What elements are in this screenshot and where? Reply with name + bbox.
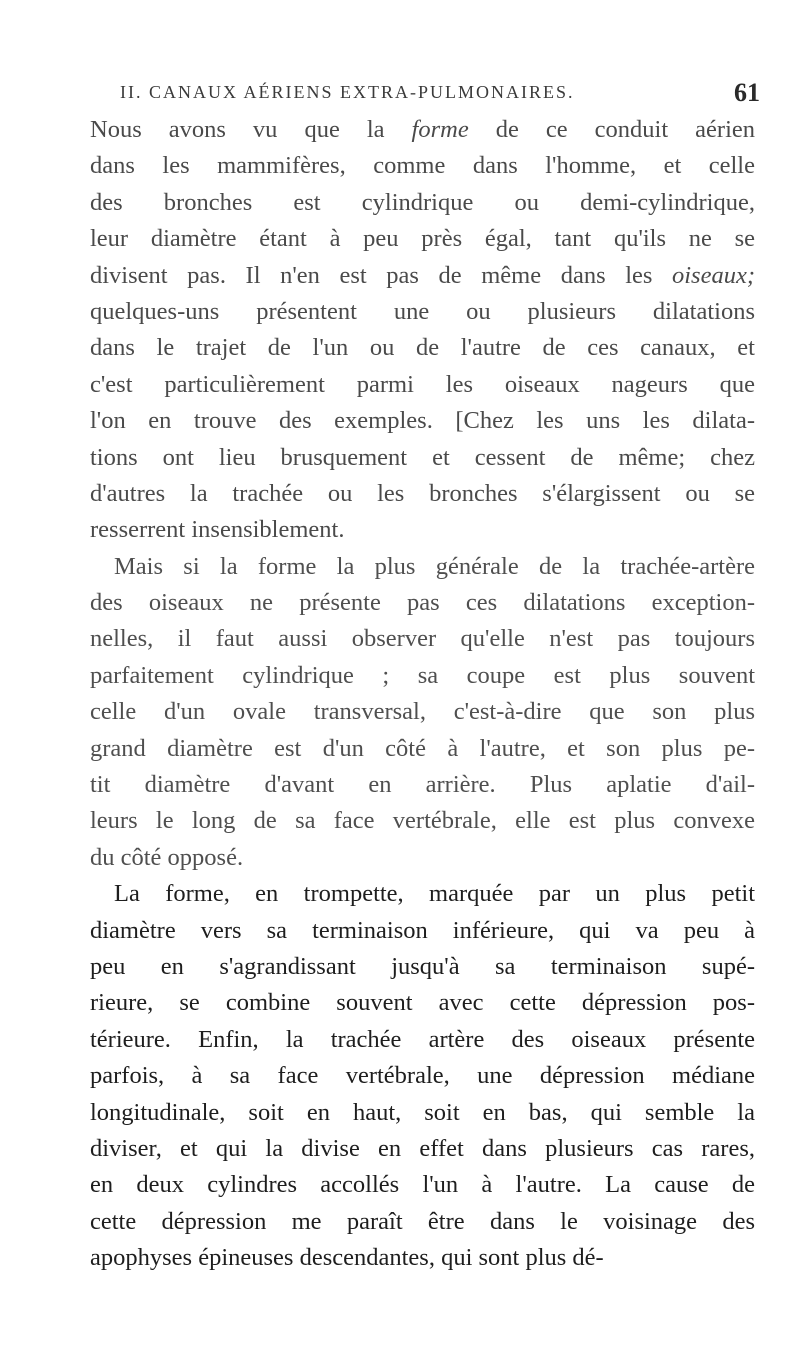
text-line: Mais si la forme la plus générale de la trachée-artère: [114, 552, 755, 580]
running-head: [120, 78, 760, 108]
text-line: diviser, et qui la divise en effet dans plusieurs cas rares,: [90, 1134, 755, 1162]
text-line: tions ont lieu brusquement et cessent de même; chez: [90, 443, 755, 471]
text-line: en deux cylindres accollés l'un à l'autre. La cause de: [90, 1171, 755, 1199]
text-line: d'autres la trachée ou les bronches s'élargissent ou se: [90, 479, 755, 507]
text-line: quelques-uns présentent une ou plusieurs dilatations: [90, 297, 755, 325]
text-line: dans les mammifères, comme dans l'homme, et celle: [90, 152, 755, 180]
text-line: térieure. Enfin, la trachée artère des oiseaux présente: [90, 1025, 755, 1053]
text-line: des bronches est cylindrique ou demi-cylindrique,: [90, 188, 755, 216]
text-line: l'on en trouve des exemples. [Chez les uns les dilata-: [90, 407, 755, 435]
text-line: grand diamètre est d'un côté à l'autre, et son plus pe-: [90, 734, 755, 762]
text-line: dans le trajet de l'un ou de l'autre de ces canaux, et: [90, 334, 755, 362]
text-line: Nous avons vu que la forme de ce conduit aérien: [90, 116, 755, 143]
text-line: parfois, à sa face vertébrale, une dépression médiane: [90, 1062, 755, 1090]
text-line: leurs le long de sa face vertébrale, elle est plus convexe: [90, 807, 755, 835]
body-text: [90, 112, 755, 1277]
paragraph: [90, 549, 755, 877]
text-line: rieure, se combine souvent avec cette dépression pos-: [90, 989, 755, 1017]
text-line: diamètre vers sa terminaison inférieure, qui va peu à: [90, 916, 755, 944]
text-line: resserrent insensiblement.: [90, 516, 345, 544]
text-line: longitudinale, soit en haut, soit en bas, qui semble la: [90, 1098, 755, 1126]
text-line: divisent pas. Il n'en est pas de même dans les oiseaux;: [90, 261, 755, 289]
page-number: 61: [734, 78, 760, 107]
text-line: cette dépression me paraît être dans le voisinage des: [90, 1207, 755, 1235]
text-line: peu en s'agrandissant jusqu'à sa terminaison supé-: [90, 952, 755, 980]
paragraph: [90, 112, 755, 549]
paragraph: [90, 876, 755, 1276]
text-line: des oiseaux ne présente pas ces dilatations exception-: [90, 589, 755, 617]
text-line: nelles, il faut aussi observer qu'elle n'est pas toujours: [90, 625, 755, 653]
text-line: La forme, en trompette, marquée par un plus petit: [114, 880, 755, 908]
text-line: apophyses épineuses descendantes, qui sont plus dé-: [90, 1244, 604, 1272]
text-line: tit diamètre d'avant en arrière. Plus aplatie d'ail-: [90, 771, 755, 799]
text-line: leur diamètre étant à peu près égal, tant qu'ils ne se: [90, 225, 755, 253]
text-line: celle d'un ovale transversal, c'est-à-dire que son plus: [90, 698, 755, 726]
running-title: II. CANAUX AÉRIENS EXTRA-PULMONAIRES.: [120, 82, 575, 102]
text-line: c'est particulièrement parmi les oiseaux nageurs que: [90, 370, 755, 398]
text-line: parfaitement cylindrique ; sa coupe est plus souvent: [90, 661, 755, 689]
text-line: du côté opposé.: [90, 843, 244, 871]
